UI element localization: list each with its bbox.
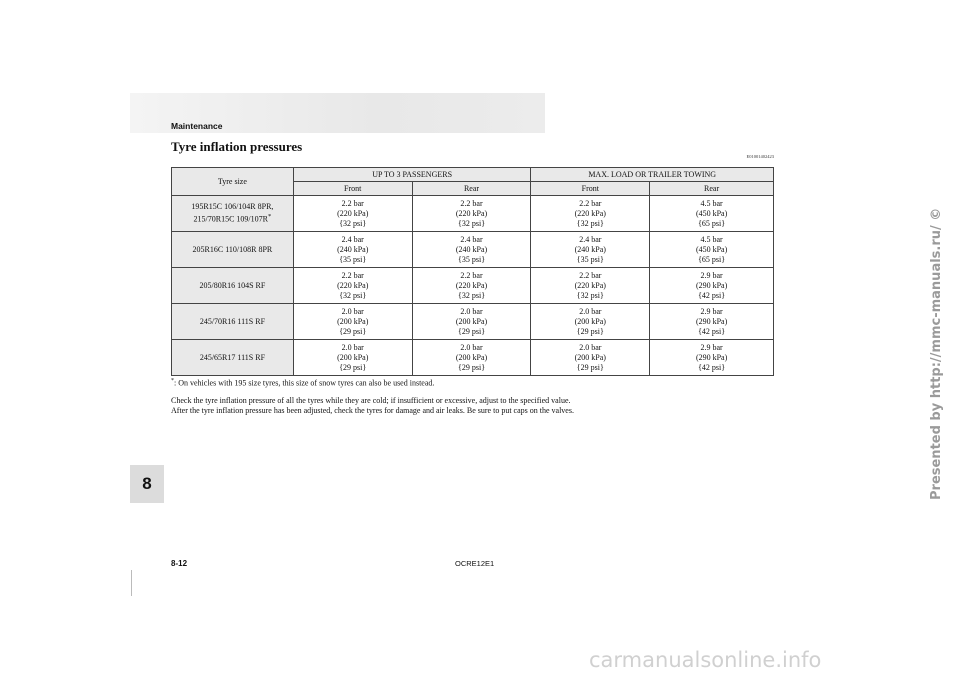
pressure-bar: 2.2 bar [579, 198, 602, 208]
pressure-cell [531, 232, 650, 268]
pressure-cell [293, 196, 412, 232]
pressure-psi: {29 psi} [576, 362, 604, 372]
pressure-psi: {32 psi} [339, 218, 367, 228]
pressure-psi: {32 psi} [458, 218, 486, 228]
pressure-kpa: (290 kPa) [695, 316, 728, 326]
pressure-psi: {42 psi} [698, 290, 726, 300]
pressure-psi: {42 psi} [698, 326, 726, 336]
pressure-psi: {29 psi} [458, 326, 486, 336]
pressure-psi: {35 psi} [339, 254, 367, 264]
pressure-cell [650, 196, 774, 232]
pressure-kpa: (200 kPa) [455, 352, 488, 362]
pressure-cell [412, 304, 531, 340]
pressure-cell [293, 232, 412, 268]
tyre-pressure-table [171, 167, 774, 376]
watermark-text: Presented by http://mmc-manuals.ru/ © [929, 207, 944, 500]
pressure-kpa: (290 kPa) [695, 352, 728, 362]
pressure-kpa: (220 kPa) [337, 208, 369, 218]
pressure-kpa: (240 kPa) [455, 244, 488, 254]
tyre-size-cell [172, 232, 294, 268]
pressure-kpa: (240 kPa) [337, 244, 369, 254]
chapter-tab [130, 465, 164, 503]
tyre-size-cell [172, 268, 294, 304]
tyre-size-line: 205/80R16 104S RF [199, 280, 266, 290]
pressure-bar: 2.0 bar [460, 342, 483, 352]
pressure-kpa: (200 kPa) [574, 316, 606, 326]
pressure-kpa: (450 kPa) [695, 208, 728, 218]
pressure-cell [531, 340, 650, 376]
pressure-kpa: (200 kPa) [337, 316, 369, 326]
footnote-mark: * [171, 378, 174, 384]
table-row [172, 340, 774, 376]
pressure-cell [412, 232, 531, 268]
pressure-bar: 2.2 bar [341, 198, 364, 208]
pressure-kpa: (450 kPa) [695, 244, 728, 254]
margin-line [131, 570, 132, 596]
pressure-cell [650, 268, 774, 304]
tyre-size-line: 245/70R16 111S RF [199, 316, 266, 326]
page-number: 8-12 [171, 559, 188, 568]
pressure-kpa: (220 kPa) [455, 280, 488, 290]
footnote-mark: * [267, 213, 272, 221]
section-label: Maintenance [171, 121, 223, 131]
pressure-cell [531, 304, 650, 340]
pressure-bar: 2.2 bar [460, 270, 483, 280]
header-front: Front [531, 182, 650, 196]
footnote-text: : On vehicles with 195 size tyres, this size of snow tyres can also be used instead. [174, 378, 435, 388]
pressure-bar: 2.4 bar [460, 234, 483, 244]
pressure-kpa: (220 kPa) [337, 280, 369, 290]
pressure-bar: 2.0 bar [341, 306, 364, 316]
pressure-cell [531, 196, 650, 232]
pressure-bar: 2.4 bar [579, 234, 602, 244]
body-paragraph: After the tyre inflation pressure has been adjusted, check the tyres for damage and air leaks. Be sure to put caps on the valves. [171, 406, 574, 415]
table-row [172, 196, 774, 232]
table-row [172, 304, 774, 340]
header-front: Front [293, 182, 412, 196]
header-tyre-size: Tyre size [172, 168, 294, 196]
document-id: OCRE12E1 [455, 559, 495, 568]
pressure-kpa: (220 kPa) [574, 280, 606, 290]
tyre-size-cell [172, 196, 294, 232]
pressure-kpa: (200 kPa) [574, 352, 606, 362]
tyre-size-line: 215/70R15C 109/107R [193, 214, 268, 224]
header-max-load: MAX. LOAD OR TRAILER TOWING [531, 168, 774, 182]
pressure-bar: 2.0 bar [460, 306, 483, 316]
pressure-kpa: (220 kPa) [574, 208, 606, 218]
header-rear: Rear [650, 182, 774, 196]
document-code: E01001402423 [746, 154, 774, 159]
pressure-cell [650, 340, 774, 376]
pressure-psi: {32 psi} [576, 218, 604, 228]
pressure-cell [412, 340, 531, 376]
body-paragraph: Check the tyre inflation pressure of all the tyres while they are cold; if insufficient or excessive, adjust to the specified value. [171, 396, 571, 405]
footnote [171, 378, 434, 388]
pressure-cell [412, 268, 531, 304]
pressure-psi: {29 psi} [339, 362, 367, 372]
pressure-cell [293, 268, 412, 304]
pressure-bar: 2.9 bar [700, 306, 723, 316]
pressure-kpa: (200 kPa) [337, 352, 369, 362]
pressure-cell [650, 232, 774, 268]
pressure-psi: {29 psi} [576, 326, 604, 336]
pressure-psi: {35 psi} [576, 254, 604, 264]
pressure-psi: {32 psi} [458, 290, 486, 300]
tyre-size-cell [172, 304, 294, 340]
header-up-to-3-passengers: UP TO 3 PASSENGERS [293, 168, 531, 182]
pressure-kpa: (200 kPa) [455, 316, 488, 326]
pressure-kpa: (240 kPa) [574, 244, 606, 254]
page-title: Tyre inflation pressures [171, 139, 303, 154]
pressure-psi: {32 psi} [339, 290, 367, 300]
pressure-bar: 4.5 bar [700, 234, 723, 244]
pressure-kpa: (290 kPa) [695, 280, 728, 290]
pressure-cell [650, 304, 774, 340]
pressure-psi: {32 psi} [576, 290, 604, 300]
table-row [172, 232, 774, 268]
tyre-size-cell [172, 340, 294, 376]
pressure-psi: {29 psi} [458, 362, 486, 372]
header-rear: Rear [412, 182, 531, 196]
tyre-size-line: 205R16C 110/108R 8PR [192, 244, 273, 254]
pressure-psi: {42 psi} [698, 362, 726, 372]
pressure-psi: {29 psi} [339, 326, 367, 336]
pressure-bar: 2.2 bar [579, 270, 602, 280]
pressure-bar: 2.0 bar [579, 306, 602, 316]
pressure-psi: {35 psi} [458, 254, 486, 264]
site-logo: carmanualsonline.info [589, 648, 822, 672]
pressure-cell [412, 196, 531, 232]
pressure-psi: {65 psi} [698, 254, 726, 264]
tyre-size-line: 245/65R17 111S RF [199, 352, 266, 362]
pressure-bar: 2.9 bar [700, 270, 723, 280]
pressure-cell [293, 304, 412, 340]
pressure-bar: 2.2 bar [341, 270, 364, 280]
pressure-psi: {65 psi} [698, 218, 726, 228]
pressure-bar: 2.9 bar [700, 342, 723, 352]
chapter-number: 8 [142, 474, 152, 493]
pressure-cell [531, 268, 650, 304]
pressure-bar: 2.4 bar [341, 234, 364, 244]
pressure-bar: 2.0 bar [341, 342, 364, 352]
pressure-cell [293, 340, 412, 376]
pressure-bar: 2.2 bar [460, 198, 483, 208]
pressure-bar: 2.0 bar [579, 342, 602, 352]
pressure-kpa: (220 kPa) [455, 208, 488, 218]
pressure-bar: 4.5 bar [700, 198, 723, 208]
table-row [172, 268, 774, 304]
tyre-size-line: 195R15C 106/104R 8PR, [191, 202, 274, 212]
